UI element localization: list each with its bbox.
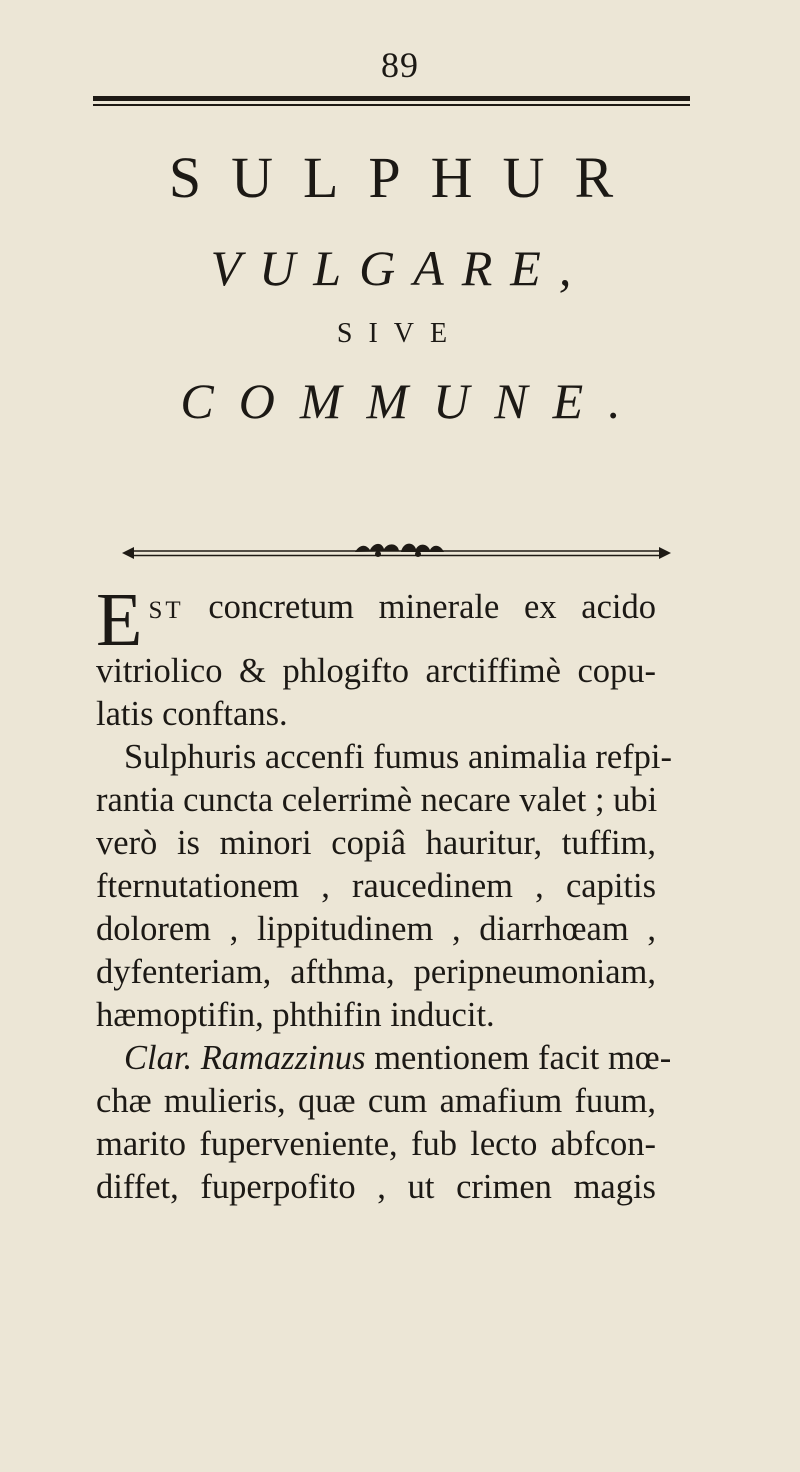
- text-line: dolorem , lippitudinem , diarrhœam ,: [96, 910, 656, 948]
- paragraph-effects: [96, 736, 672, 1037]
- text-line: [96, 586, 656, 632]
- text-line: rantia cuncta celerrimè necare valet ; ubi: [96, 781, 658, 819]
- text-line: verò is minori copiâ hauritur, tuffim,: [96, 824, 656, 862]
- text-line: vitriolico & phlogifto arctiffimè copu-: [96, 652, 656, 690]
- text-line: diffet, fuperpofito , ut crimen magis: [96, 1168, 656, 1206]
- title-main: SULPHUR: [168, 145, 644, 210]
- header-rule-thin: [93, 104, 690, 106]
- paragraph-definition: [96, 578, 656, 736]
- text-line: latis conftans.: [96, 695, 288, 733]
- cited-author: Clar. Ramazzinus: [124, 1039, 366, 1077]
- title-alternate: COMMUNE.: [180, 373, 646, 429]
- text-line: hæmoptifin, phthifin inducit.: [96, 996, 495, 1034]
- text-line: chæ mulieris, quæ cum amafium fuum,: [96, 1082, 656, 1120]
- text-line-segment: mentionem facit mœ-: [374, 1039, 672, 1077]
- text-line-segment: concretum minerale ex acido: [208, 588, 656, 626]
- text-line: Sulphuris accenfi fumus animalia refpi-: [124, 738, 672, 776]
- title-subtitle: VULGARE,: [210, 240, 590, 296]
- text-line: dyfenteriam, afthma, peripneumoniam,: [96, 953, 656, 991]
- text-line: fternutationem , raucedinem , capitis: [96, 867, 656, 905]
- page-number: 89: [381, 45, 419, 85]
- header-rule-thick: [93, 96, 690, 101]
- ornamental-divider: [120, 540, 673, 566]
- paragraph-citation: [96, 1037, 672, 1209]
- text-line: marito fuperveniente, fub lecto abfcon-: [96, 1125, 656, 1163]
- text-line: [96, 1037, 672, 1080]
- lead-word: ST: [148, 597, 184, 624]
- drop-cap: E: [96, 578, 143, 662]
- body-text: [96, 578, 672, 1209]
- header-rule: [93, 96, 690, 106]
- title-connector: SIVE: [336, 318, 464, 349]
